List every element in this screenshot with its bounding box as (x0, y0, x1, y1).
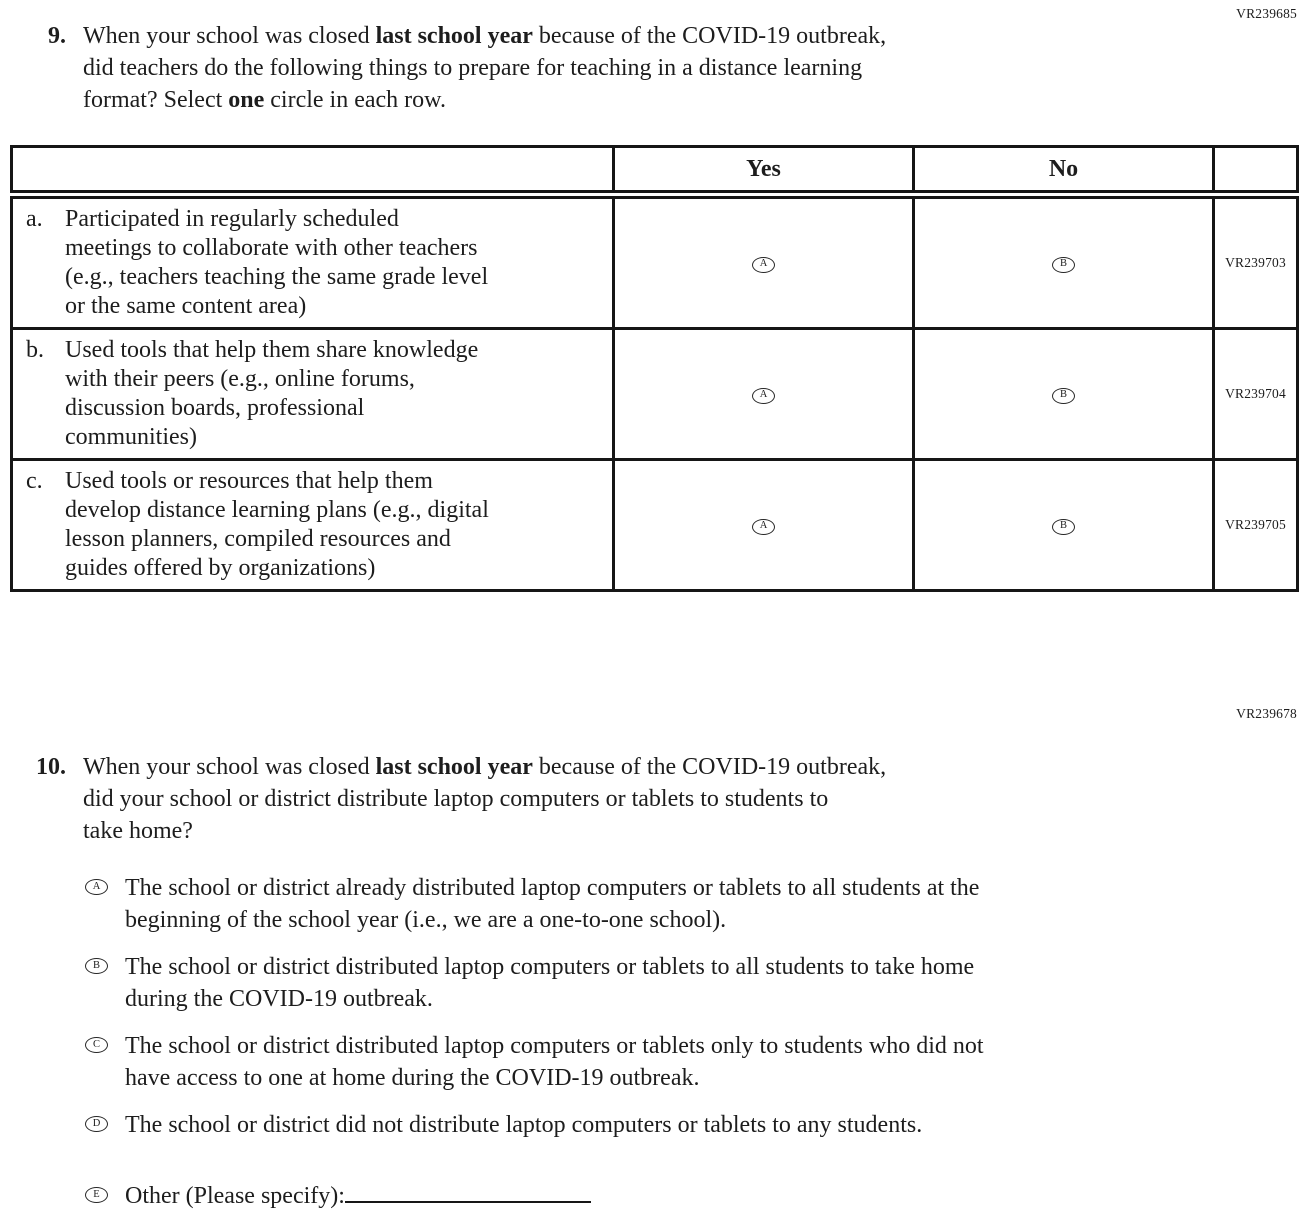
table-row-b (12, 329, 1298, 460)
choice-circle-option-d[interactable]: D (85, 1116, 108, 1132)
item-b-cell (12, 329, 614, 460)
item-b-yes-cell (614, 329, 914, 460)
item-a-label: a. (26, 206, 43, 232)
choice-circle-a-yes[interactable]: A (752, 257, 775, 273)
other-specify-line[interactable] (345, 1187, 591, 1203)
other-specify-label: Other (Please specify): (125, 1183, 345, 1209)
column-header-yes: Yes (614, 147, 914, 195)
choice-circle-c-yes[interactable]: A (752, 519, 775, 535)
item-c-text: Used tools or resources that help them develop distance learning plans (e.g., digital lesson planners, compiled resources and guides offered by organizations) (65, 468, 489, 581)
item-a-cell (12, 195, 614, 329)
choice-circle-a-no[interactable]: B (1052, 257, 1075, 273)
choice-circle-option-c[interactable]: C (85, 1037, 108, 1053)
q9-response-table (10, 145, 1299, 592)
item-column-header (12, 147, 614, 195)
item-b-no-cell (914, 329, 1214, 460)
choice-circle-b-no[interactable]: B (1052, 388, 1075, 404)
question-10 (8, 751, 886, 847)
item-a-code: VR239703 (1214, 195, 1298, 329)
item-a-yes-cell (614, 195, 914, 329)
question-9 (8, 20, 886, 116)
form-code-top: VR239685 (1236, 6, 1297, 21)
table-row-c (12, 460, 1298, 591)
option-c (85, 1030, 1300, 1094)
option-c-text: The school or district distributed laptop computers or tablets only to students who did not have access to one at home during the COVID-19 outbreak. (125, 1033, 984, 1091)
item-a-no-cell (914, 195, 1214, 329)
choice-circle-b-yes[interactable]: A (752, 388, 775, 404)
item-c-cell (12, 460, 614, 591)
question-10-text: When your school was closed last school year because of the COVID-19 outbreak, did your school or district distribute laptop computers or tablets to students to take home? (83, 754, 887, 844)
code-column-header (1214, 147, 1298, 195)
option-a (85, 872, 1300, 936)
question-9-text: When your school was closed last school year because of the COVID-19 outbreak, did teachers do the following things to prepare for teaching in a distance learning format? Select one circle in each row. (83, 23, 887, 113)
option-e-text (125, 1180, 591, 1212)
choice-circle-c-no[interactable]: B (1052, 519, 1075, 535)
item-c-no-cell (914, 460, 1214, 591)
item-b-text: Used tools that help them share knowledge with their peers (e.g., online forums, discussion boards, professional communities) (65, 337, 479, 450)
table-row-a (12, 195, 1298, 329)
option-a-text: The school or district already distributed laptop computers or tablets to all students at the beginning of the school year (i.e., we are a one-to-one school). (125, 875, 980, 933)
form-code-middle: VR239678 (1236, 706, 1297, 721)
item-a-text: Participated in regularly scheduled meetings to collaborate with other teachers (e.g., teachers teaching the same grade level or the same content area) (65, 206, 489, 319)
choice-circle-option-e[interactable]: E (85, 1187, 108, 1203)
option-d (85, 1109, 1300, 1141)
option-e (85, 1180, 1300, 1212)
column-header-no: No (914, 147, 1214, 195)
question-10-options (85, 872, 1300, 1224)
option-d-text: The school or district did not distribute laptop computers or tablets to any students. (125, 1112, 923, 1138)
choice-circle-option-a[interactable]: A (85, 879, 108, 895)
item-c-yes-cell (614, 460, 914, 591)
item-c-code: VR239705 (1214, 460, 1298, 591)
option-b-text: The school or district distributed laptop computers or tablets to all students to take home during the COVID-19 outbreak. (125, 954, 975, 1012)
question-10-number: 10. (36, 754, 66, 780)
item-c-label: c. (26, 468, 43, 494)
item-b-label: b. (26, 337, 44, 363)
option-b (85, 951, 1300, 1015)
question-9-number: 9. (48, 23, 66, 49)
item-b-code: VR239704 (1214, 329, 1298, 460)
table-header-row (12, 147, 1298, 195)
choice-circle-option-b[interactable]: B (85, 958, 108, 974)
